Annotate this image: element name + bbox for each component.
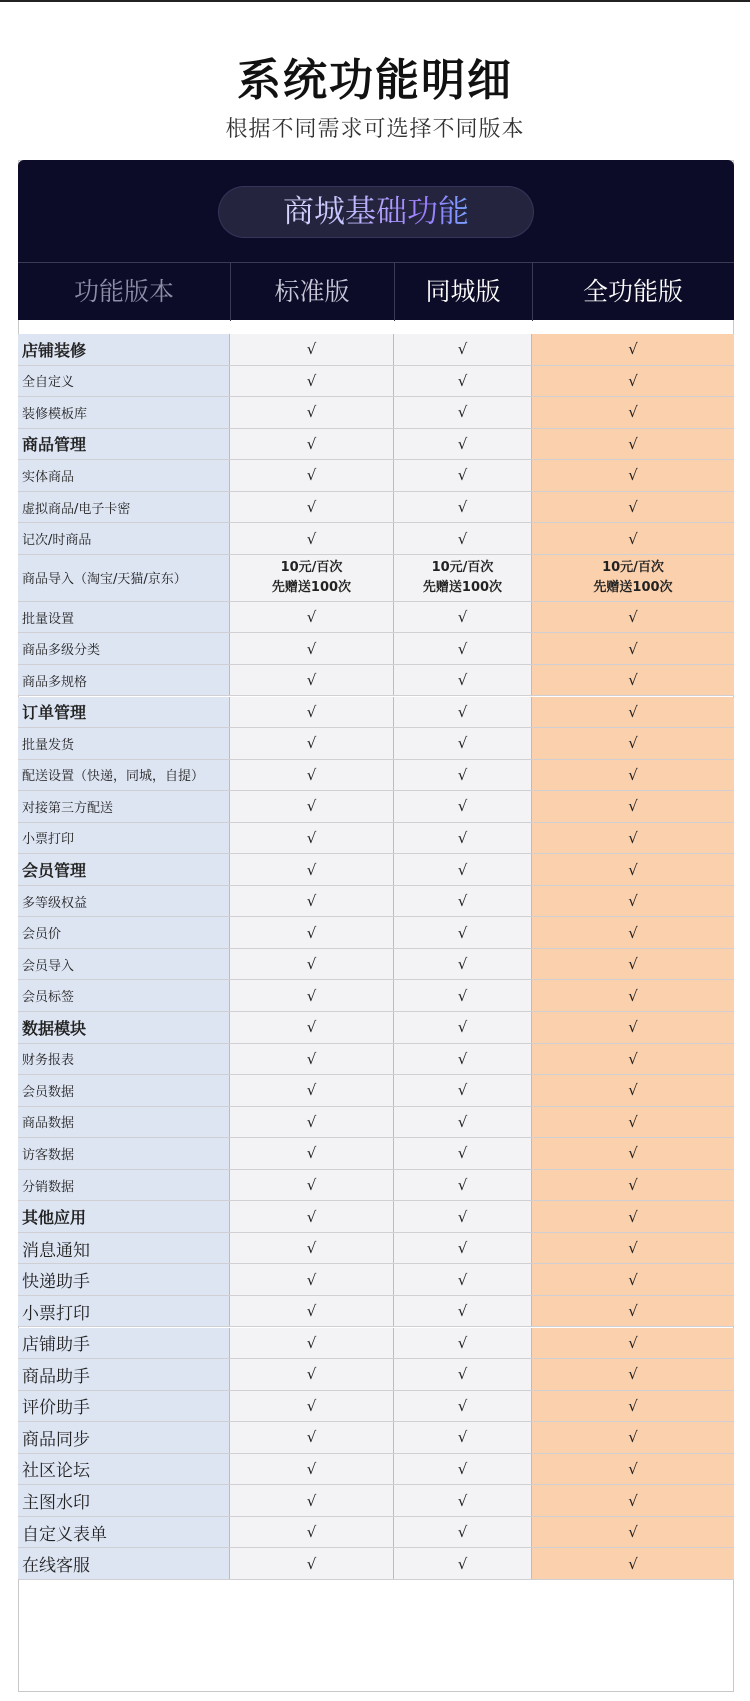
standard-value: √ (230, 760, 394, 791)
full-value: √ (532, 523, 734, 554)
standard-value: √ (230, 728, 394, 759)
table-row (18, 728, 734, 760)
standard-value: √ (230, 1454, 394, 1485)
column-header-row (18, 262, 734, 321)
standard-value: √ (230, 949, 394, 980)
standard-value: √ (230, 665, 394, 696)
local-value: √ (394, 1233, 532, 1264)
full-value: √ (532, 602, 734, 633)
feature-name: 分销数据 (18, 1170, 230, 1201)
standard-value: √ (230, 1264, 394, 1295)
full-value: √ (532, 334, 734, 365)
full-value: √ (532, 1517, 734, 1548)
standard-value: √ (230, 397, 394, 428)
feature-name: 虚拟商品/电子卡密 (18, 492, 230, 523)
feature-name: 店铺装修 (18, 334, 230, 365)
feature-name: 自定义表单 (18, 1517, 230, 1548)
local-value: √ (394, 728, 532, 759)
standard-value: √ (230, 429, 394, 460)
category-row (18, 697, 734, 729)
full-value: √ (532, 980, 734, 1011)
full-value: √ (532, 397, 734, 428)
local-value: √ (394, 1296, 532, 1327)
table-row (18, 1485, 734, 1517)
local-value: √ (394, 697, 532, 728)
standard-value: √ (230, 334, 394, 365)
full-value: √ (532, 1296, 734, 1327)
feature-name: 快递助手 (18, 1264, 230, 1295)
local-value: √ (394, 334, 532, 365)
full-value: √ (532, 886, 734, 917)
table-row (18, 1548, 734, 1580)
standard-value: √ (230, 1517, 394, 1548)
standard-value: √ (230, 697, 394, 728)
table-row (18, 1422, 734, 1454)
local-value: √ (394, 1107, 532, 1138)
standard-value: √ (230, 1548, 394, 1579)
feature-name: 在线客服 (18, 1548, 230, 1579)
full-value: √ (532, 665, 734, 696)
standard-value: √ (230, 492, 394, 523)
feature-name: 会员数据 (18, 1075, 230, 1106)
table-row (18, 886, 734, 918)
standard-value: √ (230, 980, 394, 1011)
table-row (18, 917, 734, 949)
full-value: √ (532, 1264, 734, 1295)
standard-value: √ (230, 1075, 394, 1106)
standard-value: √ (230, 854, 394, 885)
local-value: √ (394, 1138, 532, 1169)
page-subtitle: 根据不同需求可选择不同版本 (225, 117, 525, 142)
standard-value: √ (230, 1233, 394, 1264)
feature-name: 评价助手 (18, 1391, 230, 1422)
page-title: 系统功能明细 (237, 55, 513, 106)
table-row (18, 1170, 734, 1202)
local-value: √ (394, 1391, 532, 1422)
local-value: √ (394, 1422, 532, 1453)
local-value: √ (394, 633, 532, 664)
full-value (532, 555, 734, 601)
full-value: √ (532, 1359, 734, 1390)
table-row (18, 1296, 734, 1328)
standard-value: √ (230, 1328, 394, 1359)
local-value: √ (394, 429, 532, 460)
value-line: 10元/百次 (431, 559, 494, 575)
feature-name: 店铺助手 (18, 1328, 230, 1359)
full-value: √ (532, 1233, 734, 1264)
full-value: √ (532, 366, 734, 397)
feature-name: 多等级权益 (18, 886, 230, 917)
standard-value: √ (230, 1138, 394, 1169)
section-title: 商城基础功能 (218, 186, 534, 238)
table-row (18, 980, 734, 1012)
standard-value: √ (230, 1170, 394, 1201)
local-value: √ (394, 460, 532, 491)
table-row (18, 1328, 734, 1360)
full-value: √ (532, 1107, 734, 1138)
full-value: √ (532, 791, 734, 822)
standard-value: √ (230, 1107, 394, 1138)
standard-value: √ (230, 791, 394, 822)
column-header-local: 同城版 (425, 277, 501, 306)
feature-name: 全自定义 (18, 366, 230, 397)
local-value: √ (394, 602, 532, 633)
local-value: √ (394, 1517, 532, 1548)
table-row (18, 1075, 734, 1107)
value-line: 10元/百次 (280, 559, 343, 575)
table-row (18, 1044, 734, 1076)
standard-value: √ (230, 460, 394, 491)
full-value: √ (532, 1201, 734, 1232)
table-row (18, 760, 734, 792)
local-value: √ (394, 397, 532, 428)
local-value: √ (394, 1485, 532, 1516)
standard-value: √ (230, 602, 394, 633)
full-value: √ (532, 1391, 734, 1422)
feature-name: 财务报表 (18, 1044, 230, 1075)
standard-value: √ (230, 1201, 394, 1232)
full-value: √ (532, 854, 734, 885)
standard-value: √ (230, 633, 394, 664)
feature-name: 商品助手 (18, 1359, 230, 1390)
top-divider (0, 0, 750, 2)
value-line: 先赠送100次 (593, 579, 673, 595)
table-row (18, 460, 734, 492)
local-value: √ (394, 1328, 532, 1359)
standard-value: √ (230, 523, 394, 554)
feature-name: 配送设置（快递，同城，自提） (18, 760, 230, 791)
full-value: √ (532, 949, 734, 980)
local-value: √ (394, 1548, 532, 1579)
feature-name: 商品多级分类 (18, 633, 230, 664)
local-value: √ (394, 1359, 532, 1390)
category-row (18, 1012, 734, 1044)
feature-name: 访客数据 (18, 1138, 230, 1169)
feature-name: 记次/时商品 (18, 523, 230, 554)
table-row (18, 523, 734, 555)
feature-name: 会员管理 (18, 854, 230, 885)
table-row (18, 602, 734, 634)
table-row (18, 555, 734, 602)
column-header-standard: 标准版 (274, 277, 350, 306)
full-value: √ (532, 1422, 734, 1453)
standard-value: √ (230, 1422, 394, 1453)
standard-value: √ (230, 1044, 394, 1075)
standard-value: √ (230, 886, 394, 917)
full-value: √ (532, 460, 734, 491)
table-row (18, 1264, 734, 1296)
standard-value: √ (230, 823, 394, 854)
feature-name: 小票打印 (18, 1296, 230, 1327)
table-row (18, 1454, 734, 1486)
category-row (18, 429, 734, 461)
local-value: √ (394, 760, 532, 791)
feature-name: 主图水印 (18, 1485, 230, 1516)
full-value: √ (532, 1044, 734, 1075)
full-value: √ (532, 492, 734, 523)
local-value: √ (394, 492, 532, 523)
standard-value: √ (230, 1296, 394, 1327)
feature-name: 实体商品 (18, 460, 230, 491)
local-value: √ (394, 854, 532, 885)
feature-name: 商品同步 (18, 1422, 230, 1453)
value-line: 先赠送100次 (422, 579, 503, 595)
table-row (18, 823, 734, 855)
column-header-full: 全功能版 (582, 277, 683, 306)
feature-name: 批量发货 (18, 728, 230, 759)
full-value: √ (532, 1075, 734, 1106)
feature-name: 批量设置 (18, 602, 230, 633)
local-value: √ (394, 1454, 532, 1485)
column-header-feature: 功能版本 (73, 277, 174, 306)
table-row (18, 633, 734, 665)
feature-name: 商品管理 (18, 429, 230, 460)
full-value: √ (532, 1138, 734, 1169)
table-row (18, 791, 734, 823)
feature-name: 小票打印 (18, 823, 230, 854)
feature-name: 会员导入 (18, 949, 230, 980)
local-value: √ (394, 917, 532, 948)
local-value: √ (394, 665, 532, 696)
table-row (18, 1391, 734, 1423)
table-row (18, 366, 734, 398)
local-value: √ (394, 1044, 532, 1075)
full-value: √ (532, 728, 734, 759)
full-value: √ (532, 633, 734, 664)
feature-name: 商品数据 (18, 1107, 230, 1138)
feature-name: 对接第三方配送 (18, 791, 230, 822)
standard-value: √ (230, 1012, 394, 1043)
local-value: √ (394, 523, 532, 554)
full-value: √ (532, 760, 734, 791)
full-value: √ (532, 429, 734, 460)
local-value: √ (394, 366, 532, 397)
full-value: √ (532, 1485, 734, 1516)
table-row (18, 492, 734, 524)
local-value (394, 555, 532, 601)
full-value: √ (532, 823, 734, 854)
table-row (18, 1359, 734, 1391)
value-line: 先赠送100次 (271, 579, 352, 595)
table-row (18, 1138, 734, 1170)
feature-name: 会员价 (18, 917, 230, 948)
local-value: √ (394, 1170, 532, 1201)
category-row (18, 854, 734, 886)
standard-value: √ (230, 366, 394, 397)
feature-name: 商品多规格 (18, 665, 230, 696)
table-row (18, 1107, 734, 1139)
table-row (18, 665, 734, 697)
table-row (18, 397, 734, 429)
feature-name: 订单管理 (18, 697, 230, 728)
table-row (18, 949, 734, 981)
full-value: √ (532, 1548, 734, 1579)
local-value: √ (394, 980, 532, 1011)
table-header (18, 160, 734, 320)
category-row (18, 1201, 734, 1233)
standard-value: √ (230, 1359, 394, 1390)
feature-name: 社区论坛 (18, 1454, 230, 1485)
local-value: √ (394, 791, 532, 822)
local-value: √ (394, 823, 532, 854)
feature-name: 数据模块 (18, 1012, 230, 1043)
standard-value: √ (230, 1485, 394, 1516)
full-value: √ (532, 697, 734, 728)
table-row (18, 1517, 734, 1549)
full-value: √ (532, 917, 734, 948)
local-value: √ (394, 949, 532, 980)
feature-name: 其他应用 (18, 1201, 230, 1232)
standard-value: √ (230, 1391, 394, 1422)
full-value: √ (532, 1328, 734, 1359)
standard-value (230, 555, 394, 601)
feature-name: 装修模板库 (18, 397, 230, 428)
full-value: √ (532, 1012, 734, 1043)
value-line: 10元/百次 (602, 559, 664, 575)
standard-value: √ (230, 917, 394, 948)
local-value: √ (394, 1012, 532, 1043)
local-value: √ (394, 1075, 532, 1106)
local-value: √ (394, 1264, 532, 1295)
feature-name: 消息通知 (18, 1233, 230, 1264)
local-value: √ (394, 1201, 532, 1232)
table-row (18, 1233, 734, 1265)
category-row (18, 334, 734, 366)
full-value: √ (532, 1170, 734, 1201)
full-value: √ (532, 1454, 734, 1485)
feature-name: 会员标签 (18, 980, 230, 1011)
local-value: √ (394, 886, 532, 917)
feature-name: 商品导入（淘宝/天猫/京东） (18, 555, 230, 601)
